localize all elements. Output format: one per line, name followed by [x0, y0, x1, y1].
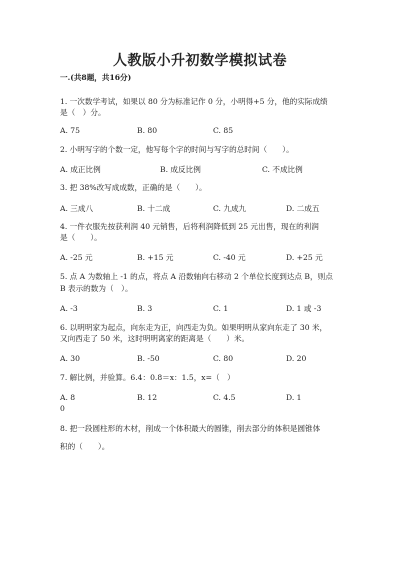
question-5-option-c: C. 1 — [213, 304, 229, 313]
question-6-line-2: 又向西走了 50 米，这时明明离家的距离是（ ）米。 — [60, 334, 250, 343]
question-3-option-d: D. 二成五 — [286, 204, 320, 213]
question-5-line-1: 5. 点 A 为数轴上 -1 的点，将点 A 沿数轴向右移动 2 个单位长度到达点 B，则点 — [60, 272, 333, 281]
question-8-line-2: 积的（ ）。 — [60, 442, 110, 451]
question-7-option-d-wrap: 0 — [60, 404, 65, 413]
question-1-line-1: 1. 一次数学考试，如果以 80 分为标准记作 0 分，小明得+5 分，他的实际成绩 — [60, 97, 328, 106]
question-6-line-1: 6. 以明明家为起点，向东走为正，向西走为负。如果明明从家向东走了 30 米， — [60, 323, 328, 332]
question-7-option-a: A. 8 — [60, 393, 76, 402]
question-4-line-2: 是（ ）。 — [60, 233, 102, 242]
question-6-option-a: A. 30 — [60, 354, 80, 363]
question-4-line-1: 4. 一件衣服先按获利润 40 元销售，后将利润降低到 25 元出售，现在的利润 — [60, 222, 319, 231]
question-4-option-b: B. +15 元 — [137, 253, 174, 262]
question-7-option-b: B. 12 — [137, 393, 158, 402]
question-8-line-1: 8. 把一段圆柱形的木材，削成一个体积最大的圆锥，削去部分的体积是圆锥体 — [60, 424, 321, 433]
question-5-option-a: A. -3 — [60, 304, 78, 313]
exam-title: 人教版小升初数学模拟试卷 — [113, 53, 287, 69]
question-2-line-1: 2. 小明写字的个数一定，他写每个字的时间与写字的总时间（ ）。 — [60, 145, 294, 154]
question-5-option-b: B. 3 — [137, 304, 153, 313]
section-heading: 一.(共8题，共16分) — [60, 73, 132, 82]
question-7-line-1: 7. 解比例，并验算。6.4：0.8＝x：1.5，x=（ ） — [60, 373, 235, 382]
question-5-option-d: D. 1 或 -3 — [286, 304, 322, 313]
question-1-line-2: 是（ ）分。 — [60, 108, 106, 117]
question-3-line-1: 3. 把 38%改写成成数，正确的是（ ）。 — [60, 183, 207, 192]
question-1-option-c: C. 85 — [213, 126, 234, 135]
question-4-option-a: A. -25 元 — [60, 253, 93, 262]
question-2-option-c: C. 不成比例 — [262, 165, 303, 174]
question-3-option-b: B. 十二成 — [137, 204, 171, 213]
question-4-option-d: D. +25 元 — [286, 253, 323, 262]
question-6-option-d: D. 20 — [286, 354, 307, 363]
question-2-option-a: A. 成正比例 — [60, 165, 101, 174]
question-6-option-c: C. 80 — [213, 354, 234, 363]
question-7-option-c: C. 4.5 — [213, 393, 236, 402]
question-2-option-b: B. 成反比例 — [160, 165, 201, 174]
question-6-option-b: B. -50 — [137, 354, 160, 363]
question-1-option-a: A. 75 — [60, 126, 80, 135]
question-3-option-c: C. 九成九 — [213, 204, 247, 213]
question-1-option-b: B. 80 — [137, 126, 158, 135]
question-5-line-2: B 表示的数为（ ）。 — [60, 284, 133, 293]
question-7-option-d: D. 1 — [286, 393, 302, 402]
question-3-option-a: A. 三成八 — [60, 204, 94, 213]
question-4-option-c: C. -40 元 — [213, 253, 246, 262]
